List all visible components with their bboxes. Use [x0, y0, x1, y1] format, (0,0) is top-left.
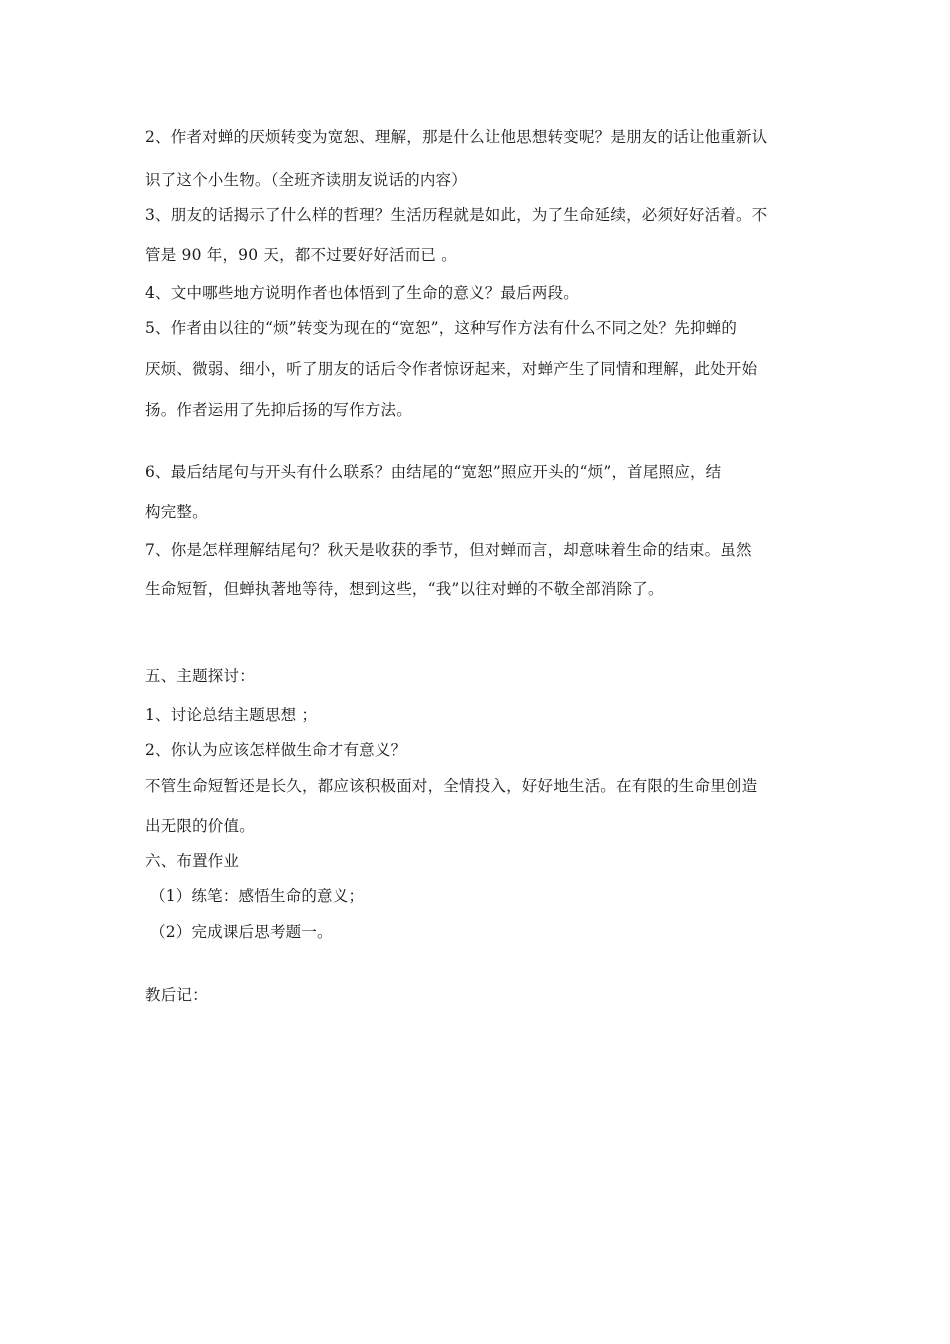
section-heading: 六、布置作业: [145, 852, 240, 870]
paragraph-line: 扬。作者运用了先抑后扬的写作方法。: [145, 401, 412, 419]
list-item: （1）练笔：感悟生命的意义；: [150, 887, 365, 905]
paragraph-line: 2、你认为应该怎样做生命才有意义？: [145, 741, 407, 759]
paragraph-line: 6、最后结尾句与开头有什么联系？由结尾的“宽恕”照应开头的“烦”，首尾照应，结: [145, 463, 722, 481]
paragraph-line: 出无限的价值。: [145, 817, 255, 835]
section-heading: 教后记：: [145, 986, 208, 1004]
paragraph-line: 构完整。: [145, 503, 208, 521]
paragraph-line: 3、朋友的话揭示了什么样的哲理？生活历程就是如此，为了生命延续，必须好好活着。不: [145, 206, 768, 224]
paragraph-line: 生命短暂，但蝉执著地等待，想到这些，“我”以往对蝉的不敬全部消除了。: [145, 580, 664, 598]
paragraph-line: 4、文中哪些地方说明作者也体悟到了生命的意义？最后两段。: [145, 284, 579, 302]
paragraph-line: 识了这个小生物。（全班齐读朋友说话的内容）: [145, 171, 467, 189]
paragraph-line: 管是 90 年，90 天，都不过要好好活而已 。: [145, 246, 457, 264]
paragraph-line: 2、作者对蝉的厌烦转变为宽恕、理解，那是什么让他思想转变呢？是朋友的话让他重新认: [145, 128, 768, 146]
paragraph-line: 不管生命短暂还是长久，都应该积极面对，全情投入，好好地生活。在有限的生命里创造: [145, 777, 758, 795]
paragraph-line: 厌烦、微弱、细小，听了朋友的话后令作者惊讶起来，对蝉产生了同情和理解，此处开始: [145, 360, 758, 378]
section-heading: 五、主题探讨：: [145, 667, 255, 685]
paragraph-line: 5、作者由以往的“烦”转变为现在的“宽恕”，这种写作方法有什么不同之处？先抑蝉的: [145, 319, 738, 337]
paragraph-line: 1、讨论总结主题思想 ；: [145, 706, 318, 724]
list-item: （2）完成课后思考题一。: [150, 923, 333, 941]
paragraph-line: 7、你是怎样理解结尾句？秋天是收获的季节，但对蝉而言，却意味着生命的结束。虽然: [145, 541, 752, 559]
